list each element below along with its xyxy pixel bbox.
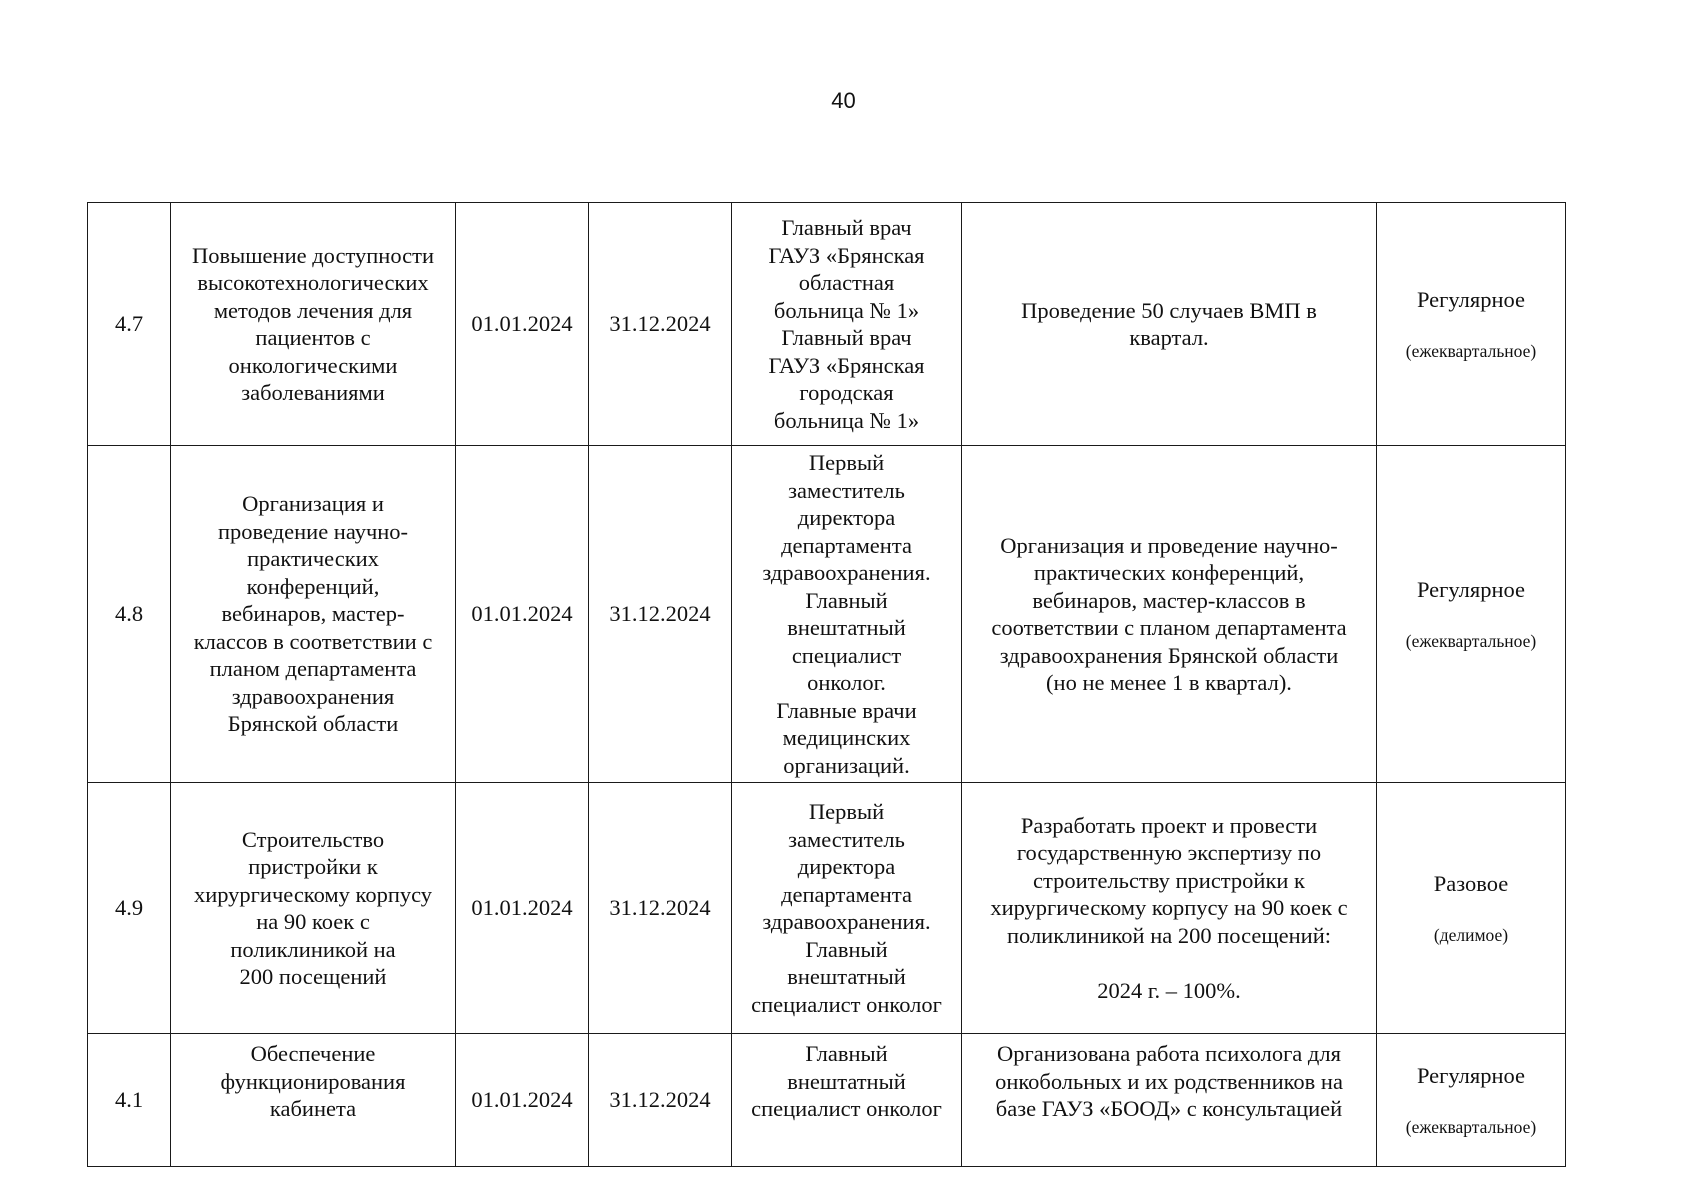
table-row [88,203,1566,446]
responsible-cell: Первый заместитель директора департамента здравоохранения. Главный внештатный специалист онколог [732,783,962,1034]
event-type-cell [1377,446,1566,783]
event-type-cell [1377,783,1566,1034]
result-cell: Проведение 50 случаев ВМП в квартал. [962,203,1377,446]
end-date-cell: 31.12.2024 [589,783,732,1034]
activity-cell: Организация и проведение научно- практических конференций, вебинаров, мастер- классов в соответствии с планом департамента здравоохранения Брянской области [171,446,456,783]
result-cell: Организация и проведение научно- практических конференций, вебинаров, мастер-классов в соответствии с планом департамента здравоохранения Брянской области (но не менее 1 в квартал). [962,446,1377,783]
end-date-cell: 31.12.2024 [589,203,732,446]
event-type-label: Регулярное [1416,1062,1526,1088]
row-number-cell: 4.8 [88,446,171,783]
table-row [88,1034,1566,1167]
result-cell: Разработать проект и провести государственную экспертизу по строительству пристройки к хирургическому корпусу на 90 коек с поликлиникой на 200 посещений: 2024 г. – 100%. [962,783,1377,1034]
row-number-cell: 4.7 [88,203,171,446]
event-type-note: (ежеквартальное) [1405,1117,1537,1137]
start-date-cell: 01.01.2024 [456,446,589,783]
result-cell: Организована работа психолога для онкобольных и их родственников на базе ГАУЗ «БООД» с консультацией [962,1034,1377,1167]
start-date-cell: 01.01.2024 [456,1034,589,1167]
end-date-cell: 31.12.2024 [589,446,732,783]
end-date-cell: 31.12.2024 [589,1034,732,1167]
event-type-note: (делимое) [1433,925,1509,946]
event-type-cell [1377,203,1566,446]
event-type-label: Регулярное [1416,286,1526,312]
row-number-cell: 4.1 [88,1034,171,1167]
activity-cell: Строительство пристройки к хирургическому корпусу на 90 коек с поликлиникой на 200 посещений [171,783,456,1034]
table-row [88,446,1566,783]
action-plan-table [87,202,1566,1167]
event-type-label: Разовое [1433,870,1509,896]
start-date-cell: 01.01.2024 [456,783,589,1034]
row-number-cell: 4.9 [88,783,171,1034]
activity-cell: Повышение доступности высокотехнологических методов лечения для пациентов с онкологическими заболеваниями [171,203,456,446]
responsible-cell: Первый заместитель директора департамента здравоохранения. Главный внештатный специалист онколог. Главные врачи медицинских организаций. [732,446,962,783]
activity-cell: Обеспечение функционирования кабинета [171,1034,456,1167]
table-row [88,783,1566,1034]
event-type-note: (ежеквартальное) [1405,341,1537,362]
event-type-cell [1377,1034,1566,1167]
page-number: 40 [831,88,856,113]
start-date-cell: 01.01.2024 [456,203,589,446]
responsible-cell: Главный внештатный специалист онколог [732,1034,962,1167]
event-type-label: Регулярное [1416,576,1526,602]
event-type-note: (ежеквартальное) [1405,631,1537,652]
responsible-cell: Главный врач ГАУЗ «Брянская областная больница № 1» Главный врач ГАУЗ «Брянская городская больница № 1» [732,203,962,446]
